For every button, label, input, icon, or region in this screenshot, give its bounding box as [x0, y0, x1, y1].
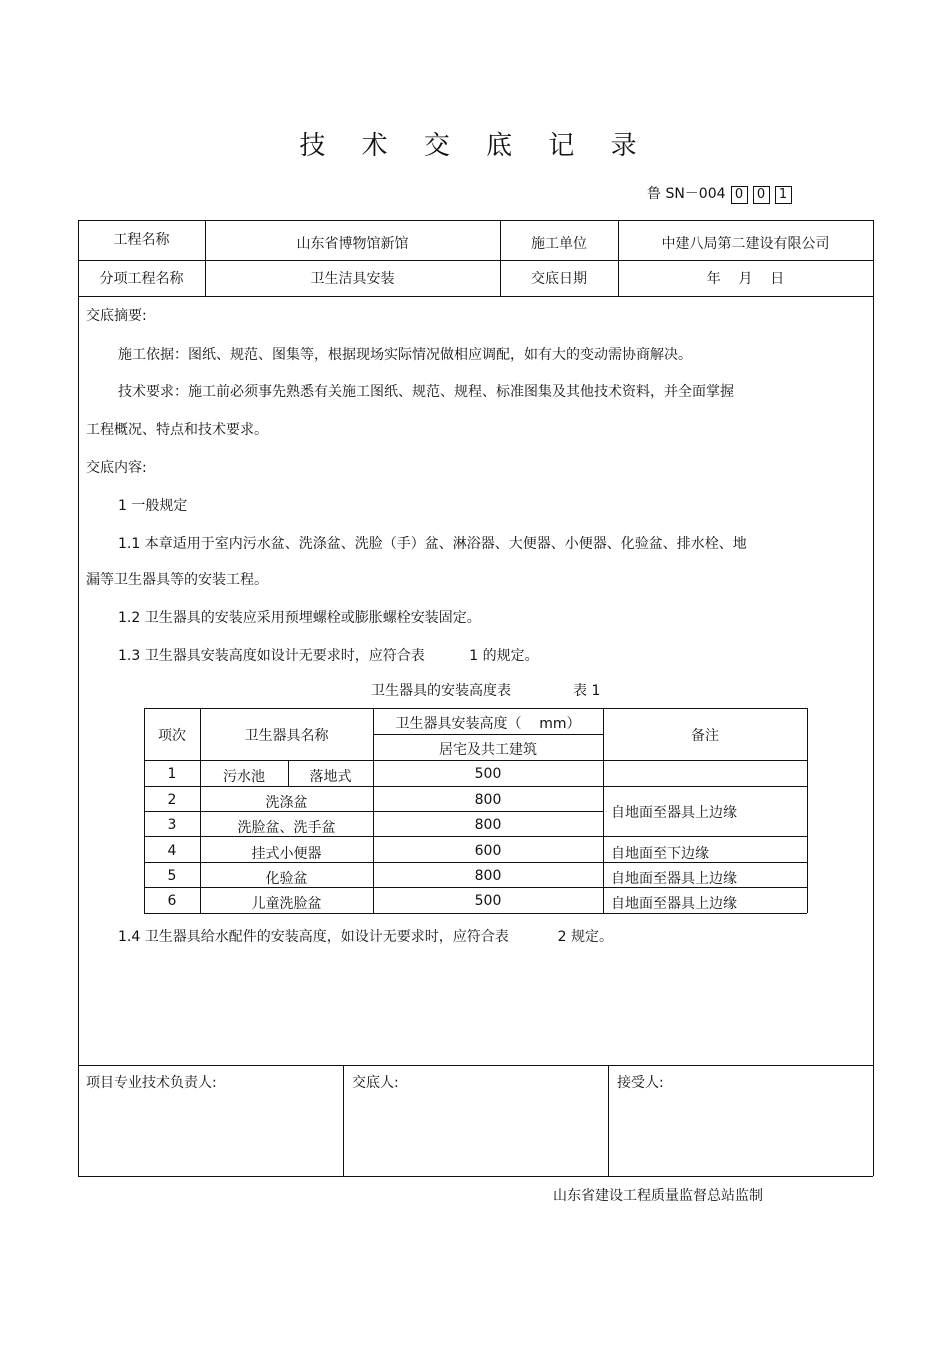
table-cell-height: 800	[474, 817, 502, 833]
receiver-signature-label: 接受人:	[617, 1075, 664, 1091]
table-cell-height: 600	[474, 843, 502, 859]
table-cell-height: 800	[474, 792, 502, 808]
form-code-box: 0	[731, 186, 748, 204]
table-cell-note: 自地面至下边缘	[611, 846, 709, 862]
table-header-no: 项次	[158, 728, 186, 744]
page-title: 技 术 交 底 记 录	[299, 131, 651, 161]
table-cell-name2: 落地式	[309, 769, 352, 785]
table-line	[144, 913, 807, 914]
basis-paragraph: 施工依据：图纸、规范、图集等，根据现场实际情况做相应调配，如有大的变动需协商解决。	[118, 347, 692, 363]
table-cell-name: 污水池	[223, 769, 265, 785]
summary-label: 交底摘要:	[86, 308, 147, 324]
table-cell-note: 自地面至器具上边缘	[611, 871, 737, 887]
table-cell-no: 3	[167, 817, 177, 833]
requirements-line2: 工程概况、特点和技术要求。	[86, 422, 268, 438]
form-code-box: 0	[753, 186, 770, 204]
table-cell-no: 6	[167, 893, 177, 909]
table-header-note: 备注	[691, 728, 719, 744]
content-label: 交底内容:	[86, 460, 147, 476]
table-caption: 卫生器具的安装高度表	[371, 683, 511, 699]
frame-top	[78, 220, 873, 221]
table-header-height-sub: 居宅及共工建筑	[439, 742, 537, 758]
table-cell-height: 500	[474, 893, 502, 909]
table-cell-no: 2	[167, 792, 177, 808]
form-code	[647, 183, 792, 204]
clause-1-2: 1.2 卫生器具的安装应采用预埋螺栓或膨胀螺栓安装固定。	[118, 610, 481, 626]
clause-1-4: 1.4 卫生器具给水配件的安装高度，如设计无要求时，应符合表 2 规定。	[118, 929, 614, 945]
form-code-box: 1	[775, 186, 792, 204]
form-code-prefix: 鲁 SN－004	[647, 186, 726, 202]
frame-right	[873, 220, 874, 1176]
project-name-value: 山东省博物馆新馆	[296, 236, 409, 252]
section-heading: 1 一般规定	[118, 498, 188, 514]
frame-bottom	[78, 1176, 873, 1177]
table-line	[144, 760, 807, 761]
table-cell-name: 儿童洗脸盆	[251, 896, 322, 912]
table-cell-height: 500	[474, 766, 502, 782]
header-divider	[78, 260, 873, 261]
frame-left	[78, 220, 79, 1176]
table-cell-no: 5	[167, 868, 177, 884]
clause-1-3: 1.3 卫生器具安装高度如设计无要求时，应符合表 1 的规定。	[118, 648, 539, 664]
table-cell-name: 洗涤盆	[265, 795, 308, 811]
date-value: 年 月 日	[706, 271, 785, 287]
footer-issuer: 山东省建设工程质量监督总站监制	[553, 1188, 763, 1204]
table-cell-name: 化验盆	[265, 871, 308, 887]
table-line	[144, 708, 807, 709]
table-cell-no: 1	[167, 766, 177, 782]
header-bottom	[78, 296, 873, 297]
sign-vline	[608, 1065, 609, 1176]
table-line	[807, 708, 808, 913]
table-cell-name: 挂式小便器	[251, 846, 322, 862]
table-cell-note: 自地面至器具上边缘	[611, 805, 737, 821]
clause-1-1-line2: 漏等卫生器具等的安装工程。	[86, 572, 268, 588]
table-cell-note: 自地面至器具上边缘	[611, 896, 737, 912]
subitem-value: 卫生洁具安装	[310, 271, 395, 287]
discloser-signature-label: 交底人:	[352, 1075, 399, 1091]
table-cell-name: 洗脸盆、洗手盆	[237, 820, 336, 836]
table-line	[144, 786, 807, 787]
table-number: 表 1	[573, 683, 601, 699]
sign-top	[78, 1065, 873, 1066]
clause-1-1-line1: 1.1 本章适用于室内污水盆、洗涤盆、洗脸（手）盆、淋浴器、大便器、小便器、化验盆、排水栓、地	[118, 536, 747, 552]
sign-vline	[343, 1065, 344, 1176]
table-line	[373, 734, 603, 735]
subitem-label: 分项工程名称	[99, 271, 184, 287]
contractor-value: 中建八局第二建设有限公司	[661, 236, 830, 252]
table-header-name: 卫生器具名称	[244, 728, 329, 744]
tech-lead-signature-label: 项目专业技术负责人:	[86, 1075, 217, 1091]
table-header-height: 卫生器具安装高度（ mm）	[395, 716, 581, 732]
contractor-label: 施工单位	[531, 236, 587, 252]
table-cell-height: 800	[474, 868, 502, 884]
table-cell-no: 4	[167, 843, 177, 859]
date-label: 交底日期	[531, 271, 587, 287]
requirements-line1: 技术要求：施工前必须事先熟悉有关施工图纸、规范、规程、标准图集及其他技术资料，并全面掌握	[118, 384, 734, 400]
project-name-label: 工程名称	[113, 232, 170, 248]
